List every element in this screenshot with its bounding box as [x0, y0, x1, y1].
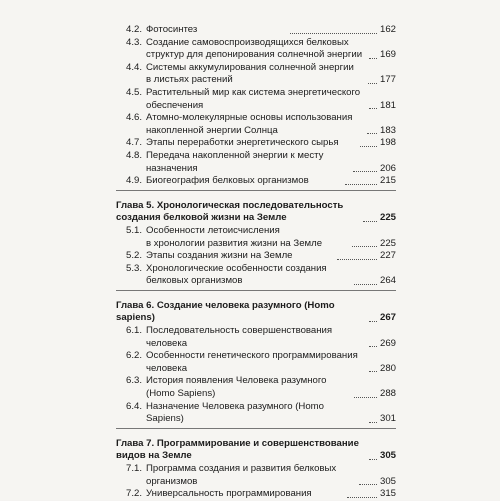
toc-chapter-entry — [116, 200, 396, 225]
dot-leader — [363, 221, 377, 222]
toc-entry-number: 5.2. — [125, 250, 142, 262]
toc-entry-title: Этапы переработки энергетического сырья — [146, 137, 339, 149]
toc-entry-title: Глава 7. Программирование и совершенствование видов на Земле — [116, 437, 359, 462]
toc-entry-title: Передача накопленной энергии к месту назначения — [146, 149, 324, 174]
toc-entry-title: Хронологические особенности создания белковых организмов — [146, 262, 327, 287]
toc-entry-number: 7.2. — [125, 488, 142, 500]
toc-entry-title: Последовательность совершенствования человека — [146, 325, 333, 349]
toc-entry-title: Глава 6. Создание человека разумного (Homo sapiens) — [116, 299, 335, 324]
toc-entry-page-number: 264 — [379, 275, 396, 287]
toc-entry-number: 4.8. — [125, 149, 142, 161]
toc-section-entry — [116, 350, 396, 375]
dot-leader — [369, 58, 377, 59]
toc-entry-page-number: 305 — [379, 450, 396, 462]
toc-entry-page-number: 206 — [379, 162, 396, 174]
toc-entry-number: 6.3. — [125, 375, 142, 387]
toc-entry-page-number: 267 — [379, 312, 396, 324]
toc-entry-page-number: 183 — [380, 124, 397, 136]
toc-entry-title: Этапы создания жизни на Земле — [146, 250, 293, 262]
toc-entry-title: Биогеография белковых организмов — [146, 175, 309, 187]
toc-entry-page-number: 280 — [379, 362, 396, 374]
toc-entry-title: Растительный мир как система энергетического обеспечения — [146, 86, 361, 111]
toc-entry-title: История появления Человека разумного (Homo Sapiens) — [146, 375, 327, 400]
dot-leader — [347, 497, 377, 498]
table-of-contents — [116, 24, 396, 501]
toc-entry-page-number: 305 — [379, 475, 396, 487]
toc-entry-number: 4.3. — [125, 36, 142, 48]
dot-leader — [354, 284, 377, 285]
dot-leader — [368, 83, 377, 84]
toc-entry-number: 4.9. — [125, 175, 142, 187]
toc-entry-number: 4.2. — [125, 24, 142, 35]
toc-section-entry — [116, 112, 396, 137]
toc-section-entry — [116, 87, 396, 112]
toc-section-entry — [116, 225, 396, 250]
toc-entry-number: 4.4. — [125, 61, 142, 73]
toc-entry-title: Атомно-молекулярные основы использования накопленной энергии Солнца — [146, 112, 353, 136]
toc-section-entry — [116, 137, 396, 150]
toc-chapter-entry — [116, 438, 396, 463]
toc-section-entry — [116, 325, 396, 350]
toc-entry-page-number: 215 — [380, 175, 397, 187]
toc-section-entry — [116, 150, 396, 175]
toc-section-entry — [116, 263, 396, 288]
dot-leader — [369, 108, 377, 109]
toc-section-entry — [116, 488, 396, 501]
toc-entry-page-number: 181 — [379, 99, 396, 111]
dot-leader — [290, 33, 377, 34]
toc-entry-title: Особенности генетического программирования человека — [146, 350, 358, 374]
toc-entry-page-number: 269 — [379, 337, 396, 349]
toc-entry-title: Создание самовоспроизводящихся белковых структур для депонирования солнечной энергии — [146, 36, 363, 61]
toc-entry-page-number: 288 — [379, 388, 396, 400]
dot-leader — [369, 422, 377, 423]
chapter-separator-line — [116, 190, 396, 191]
toc-entry-page-number: 162 — [380, 24, 397, 35]
toc-entry-title: Глава 5. Хронологическая последовательность создания белковой жизни на Земле — [116, 199, 344, 224]
toc-entry-title: Особенности летоисчисления в хронологии развития жизни на Земле — [146, 224, 323, 249]
toc-entry-page-number: 225 — [380, 212, 397, 224]
dot-leader — [354, 397, 377, 398]
dot-leader — [337, 259, 377, 260]
chapter-separator-line — [116, 290, 396, 291]
toc-entry-number: 6.1. — [125, 325, 142, 337]
toc-entry-page-number: 169 — [379, 49, 396, 61]
toc-section-entry — [116, 62, 396, 87]
toc-section-entry — [116, 24, 396, 37]
toc-entry-title: Программа создания и развития белковых организмов — [146, 463, 337, 487]
toc-entry-number: 5.1. — [125, 224, 142, 236]
toc-section-entry — [116, 463, 396, 488]
dot-leader — [369, 459, 377, 460]
dot-leader — [369, 346, 377, 347]
toc-entry-page-number: 301 — [379, 413, 396, 425]
dot-leader — [367, 133, 377, 134]
dot-leader — [352, 246, 377, 247]
toc-entry-number: 6.2. — [125, 350, 142, 362]
toc-entry-number: 5.3. — [125, 262, 142, 274]
dot-leader — [345, 184, 377, 185]
toc-entry-page-number: 198 — [380, 137, 397, 149]
toc-entry-page-number: 315 — [379, 488, 396, 500]
toc-entry-title: Системы аккумулирования солнечной энергии в листьях растений — [146, 61, 354, 86]
toc-chapter-entry — [116, 300, 396, 325]
toc-entry-number: 4.6. — [125, 112, 142, 124]
dot-leader — [360, 146, 377, 147]
toc-entry-page-number: 177 — [380, 74, 397, 86]
toc-section-entry — [116, 37, 396, 62]
toc-entry-number: 4.7. — [125, 137, 142, 149]
toc-entry-number: 6.4. — [125, 400, 142, 412]
toc-entry-title: Универсальность программирования — [146, 488, 312, 500]
toc-entry-page-number: 225 — [379, 237, 396, 249]
toc-section-entry — [116, 250, 396, 263]
toc-entry-page-number: 227 — [379, 250, 396, 262]
toc-section-entry — [116, 175, 396, 188]
toc-entry-title: Фотосинтез — [146, 24, 198, 35]
toc-section-entry — [116, 401, 396, 426]
toc-entry-number: 4.5. — [125, 86, 142, 98]
dot-leader — [359, 484, 377, 485]
chapter-separator-line — [116, 428, 396, 429]
dot-leader — [369, 321, 377, 322]
dot-leader — [369, 371, 377, 372]
toc-section-entry — [116, 375, 396, 400]
dot-leader — [353, 171, 377, 172]
toc-entry-title: Назначение Человека разумного (Homo Sapiens) — [146, 400, 325, 425]
toc-entry-number: 7.1. — [125, 463, 142, 474]
